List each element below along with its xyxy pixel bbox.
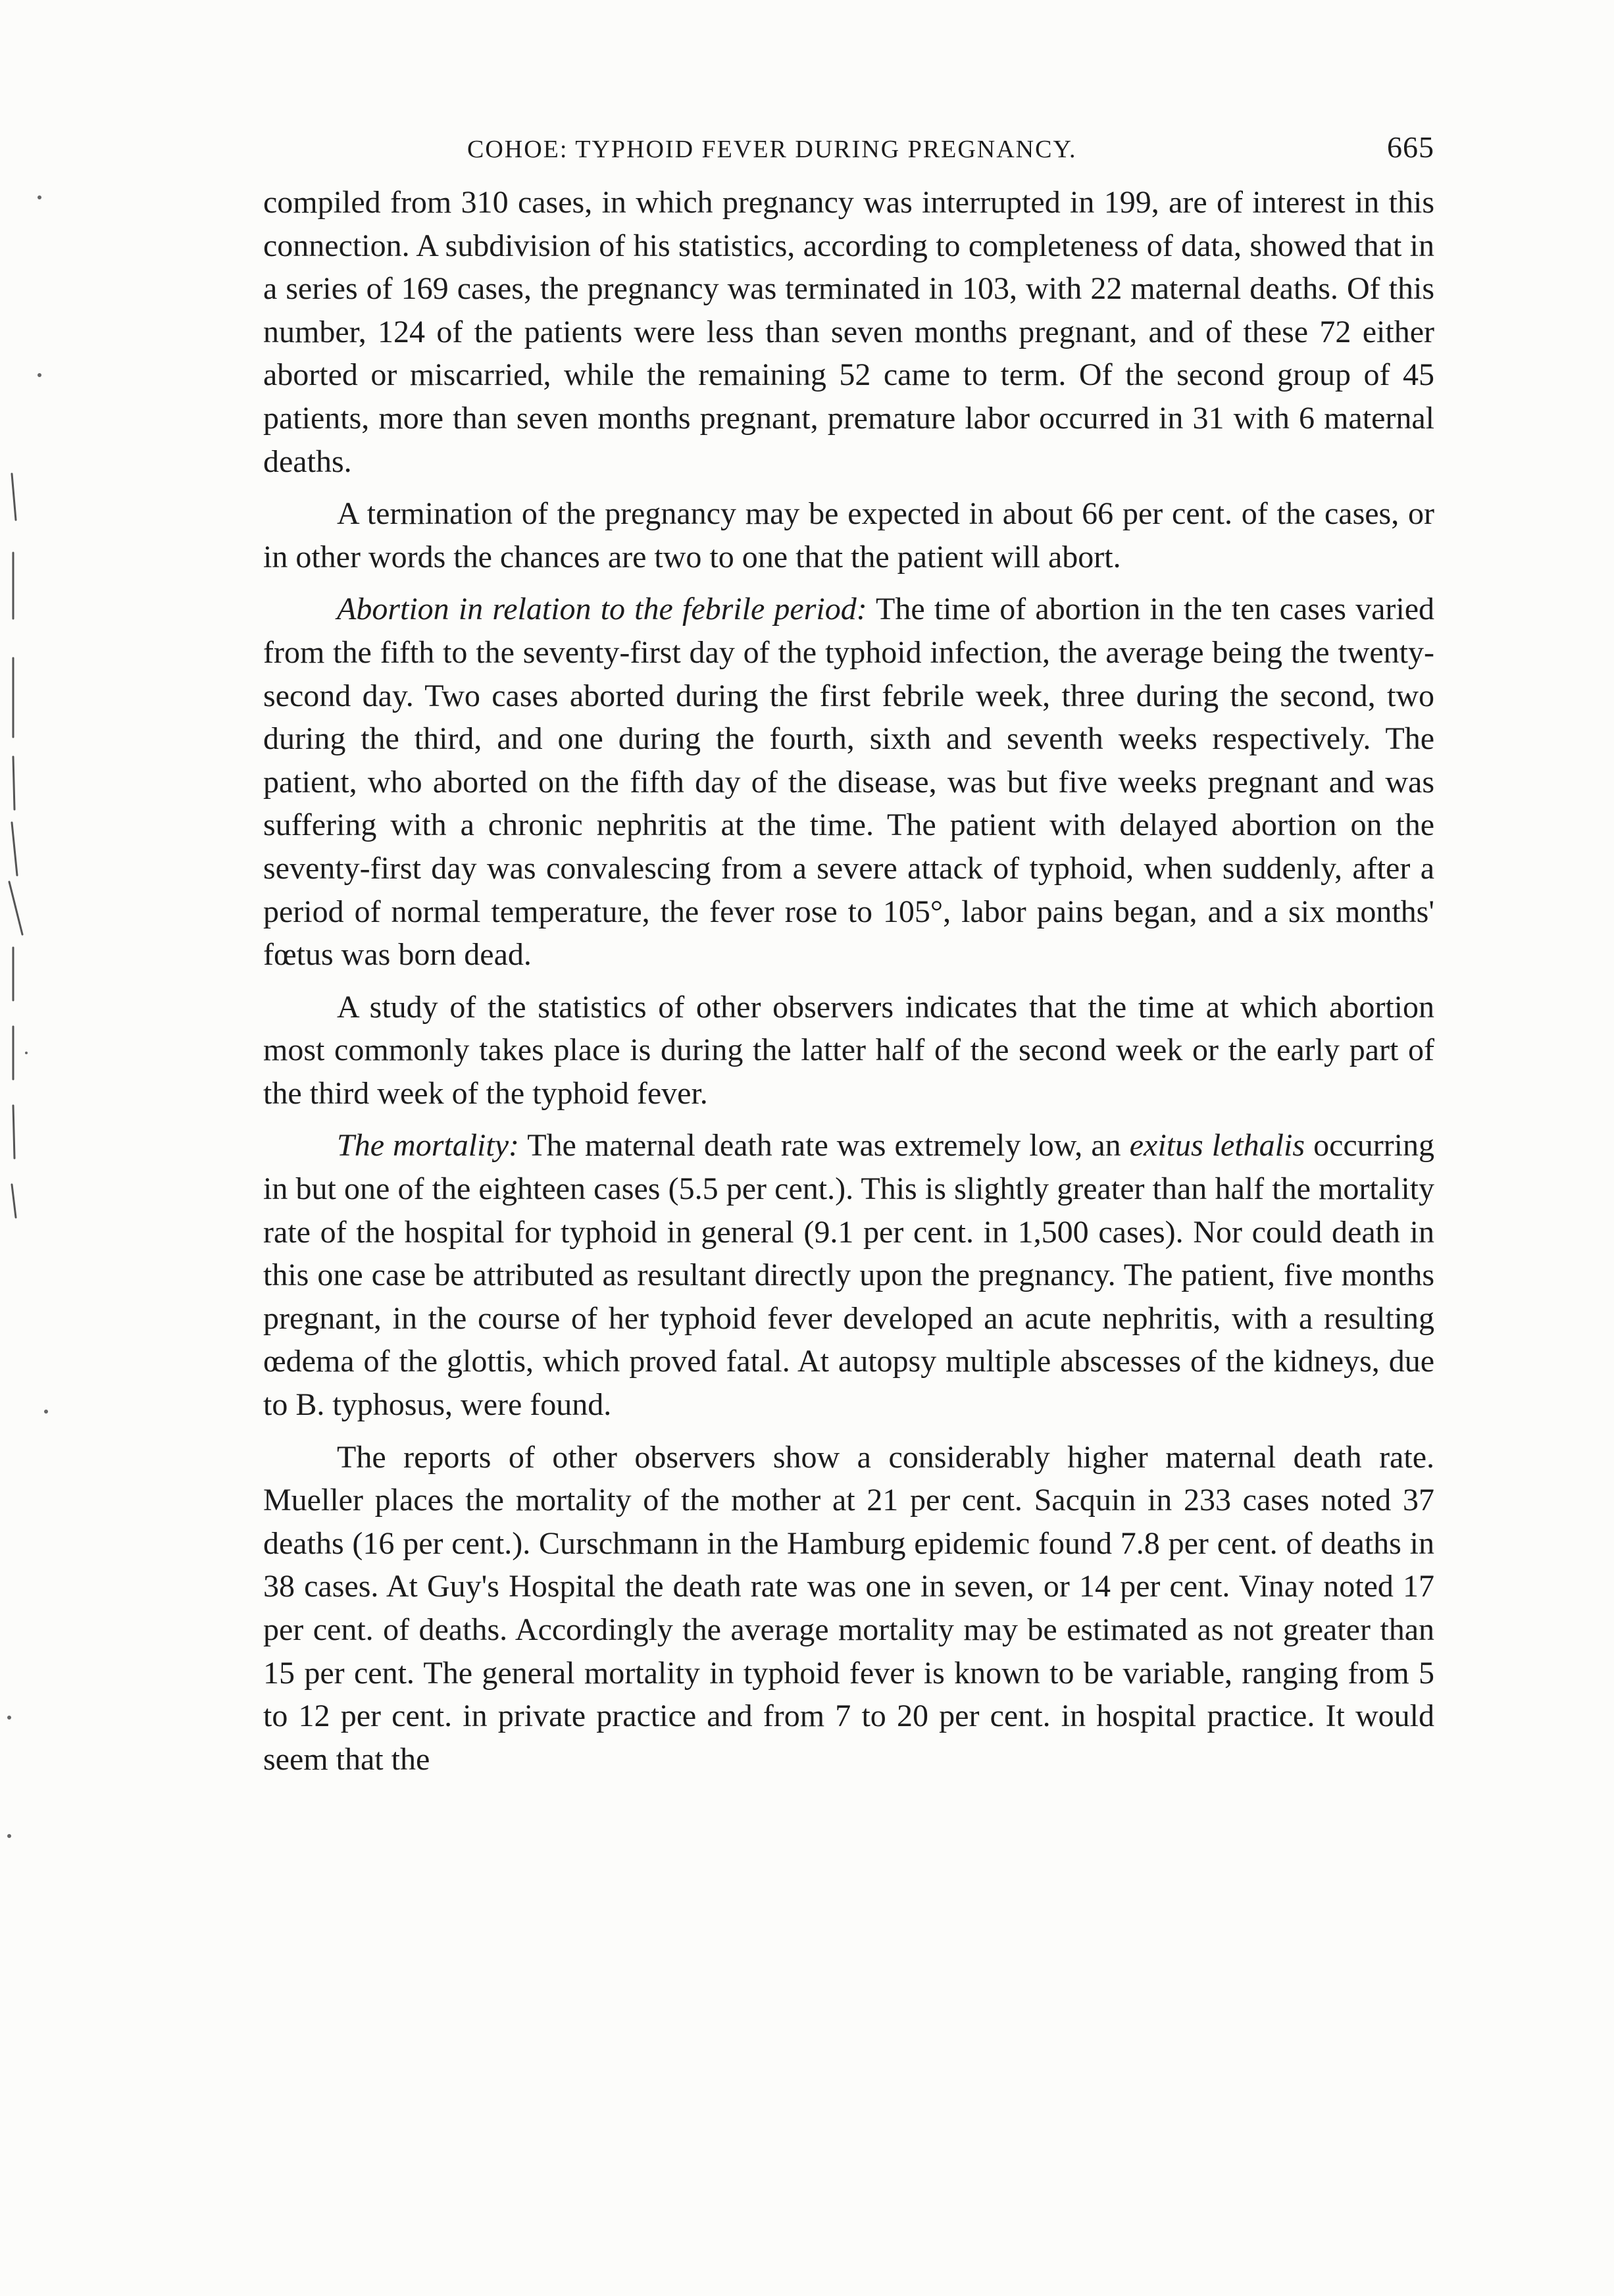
- book-page: [263, 128, 1434, 1790]
- paragraph-abortion-febrile: [263, 588, 1434, 976]
- paragraph-continuation: compiled from 310 cases, in which pregnancy was interrupted in 199, are of interest in this connection. A subdivision of his statistics, according to completeness of data, showed that in a series of 169 cases, the pregnancy was terminated in 103, with 22 maternal deaths. Of this number, 124 of the patients were less than seven months pregnant, and of these 72 either aborted or miscarried, while the remaining 52 came to term. Of the second group of 45 patients, more than seven months pregnant, premature labor occurred in 31 with 6 maternal deaths.: [263, 185, 1434, 479]
- page-number: 665: [1387, 130, 1434, 164]
- running-header: [263, 128, 1434, 181]
- mortality-text-a: The maternal death rate was extremely low, an: [519, 1128, 1130, 1163]
- paragraph-abortion-text: The time of abortion in the ten cases varied from the fifth to the seventy-first day of the typhoid infection, the average being the twenty-second day. Two cases aborted during the first febrile week, three during the second, two during the third, and one during the fourth, sixth and seventh weeks respectively. The patient, who aborted on the fifth day of the disease, was but five weeks pregnant and was suffering with a chronic nephritis at the time. The patient with delayed abortion on the seventy-first day was convalescing from a severe attack of typhoid, when suddenly, after a period of normal temperature, the fever rose to 105°, labor pains began, and a six months' fœtus was born dead.: [263, 592, 1435, 973]
- running-title: COHOE: TYPHOID FEVER DURING PREGNANCY.: [467, 136, 1077, 163]
- scan-margin-artifacts: [0, 0, 79, 2296]
- body-text: [263, 181, 1434, 1781]
- section-lead-mortality: The mortality:: [337, 1128, 520, 1163]
- paragraph-termination: A termination of the pregnancy may be expected in about 66 per cent. of the cases, or in other words the chances are two to one that the patient will abort.: [263, 496, 1434, 574]
- paragraph-other-observers: A study of the statistics of other observers indicates that the time at which abortion most commonly takes place is during the latter half of the second week or the early part of the third week of the typhoid fever.: [263, 989, 1434, 1111]
- mortality-text-c: occurring in but one of the eighteen cases (5.5 per cent.). This is slightly greater than half the mortality rate of the hospital for typhoid in general (9.1 per cent. in 1,500 cases). Nor could death in this one case be attributed as resultant directly upon the pregnancy. The patient, five months pregnant, in the course of her typhoid fever developed an acute nephritis, with a resulting œdema of the glottis, which proved fatal. At autopsy multiple abscesses of the kidneys, due to B. typhosus, were found.: [263, 1128, 1435, 1423]
- mortality-italic-term: exitus lethalis: [1129, 1128, 1305, 1163]
- paragraph-mortality: [263, 1124, 1434, 1426]
- section-lead-abortion: Abortion in relation to the febrile period:: [337, 592, 867, 627]
- paragraph-reports: The reports of other observers show a considerably higher maternal death rate. Mueller places the mortality of the mother at 21 per cent. Sacquin in 233 cases noted 37 deaths (16 per cent.). Curschmann in the Hamburg epidemic found 7.8 per cent. of deaths in 38 cases. At Guy's Hospital the death rate was one in seven, or 14 per cent. Vinay noted 17 per cent. of deaths. Accordingly the average mortality may be estimated as not greater than 15 per cent. The general mortality in typhoid fever is known to be variable, ranging from 5 to 12 per cent. in private practice and from 7 to 20 per cent. in hospital practice. It would seem that the: [263, 1439, 1434, 1777]
